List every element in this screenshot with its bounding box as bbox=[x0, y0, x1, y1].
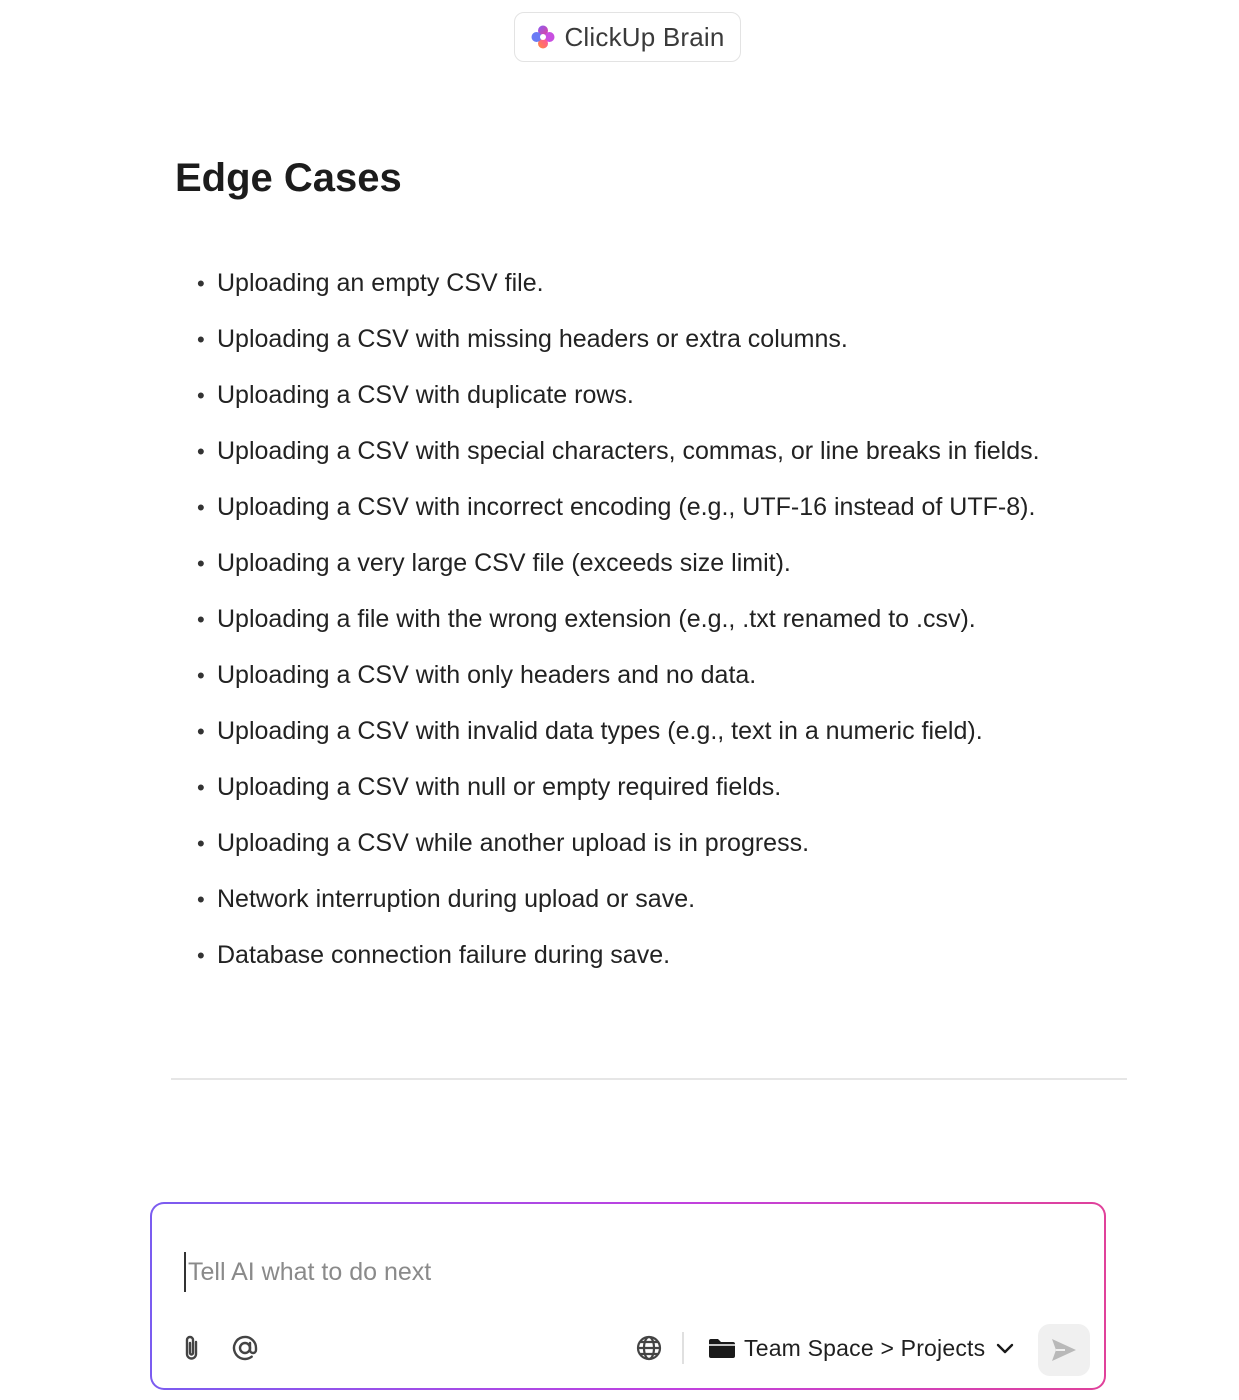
paperclip-icon[interactable] bbox=[178, 1332, 206, 1364]
clickup-brain-badge[interactable] bbox=[514, 12, 741, 62]
list-item: • Uploading a very large CSV file (exceeds size limit). bbox=[197, 544, 1077, 583]
at-sign-icon[interactable] bbox=[230, 1332, 260, 1364]
section-title: Edge Cases bbox=[175, 156, 402, 200]
send-button[interactable] bbox=[1038, 1324, 1090, 1376]
clickup-brain-logo-icon bbox=[530, 24, 556, 50]
list-item: • Uploading a CSV with invalid data types (e.g., text in a numeric field). bbox=[197, 712, 1077, 751]
ai-prompt-inner bbox=[152, 1204, 1104, 1388]
list-item: • Uploading a CSV with special characters, commas, or line breaks in fields. bbox=[197, 432, 1077, 471]
toolbar-separator bbox=[682, 1332, 684, 1364]
ai-prompt-input[interactable] bbox=[184, 1252, 988, 1292]
list-item: • Uploading a CSV while another upload is in progress. bbox=[197, 824, 1077, 863]
ai-prompt-box bbox=[150, 1202, 1106, 1390]
edge-case-list bbox=[197, 264, 1077, 992]
list-item: • Uploading a CSV with duplicate rows. bbox=[197, 376, 1077, 415]
globe-icon[interactable] bbox=[634, 1333, 664, 1363]
document-content bbox=[175, 150, 1095, 969]
chevron-down-icon bbox=[995, 1341, 1015, 1355]
list-item: • Uploading a file with the wrong extension (e.g., .txt renamed to .csv). bbox=[197, 600, 1077, 639]
content-divider bbox=[171, 1078, 1127, 1080]
send-icon bbox=[1050, 1337, 1078, 1363]
app-name: ClickUp Brain bbox=[564, 21, 725, 52]
list-item: • Uploading a CSV with null or empty required fields. bbox=[197, 768, 1077, 807]
list-item: • Uploading an empty CSV file. bbox=[197, 264, 1077, 303]
folder-icon bbox=[708, 1337, 736, 1359]
list-item: • Database connection failure during save. bbox=[197, 936, 1077, 975]
list-item: • Network interruption during upload or save. bbox=[197, 880, 1077, 919]
list-item: • Uploading a CSV with missing headers or extra columns. bbox=[197, 320, 1077, 359]
location-selector[interactable] bbox=[708, 1328, 1015, 1368]
location-label: Team Space > Projects bbox=[744, 1334, 986, 1361]
list-item: • Uploading a CSV with only headers and no data. bbox=[197, 656, 1077, 695]
list-item: • Uploading a CSV with incorrect encoding (e.g., UTF-16 instead of UTF-8). bbox=[197, 488, 1077, 527]
